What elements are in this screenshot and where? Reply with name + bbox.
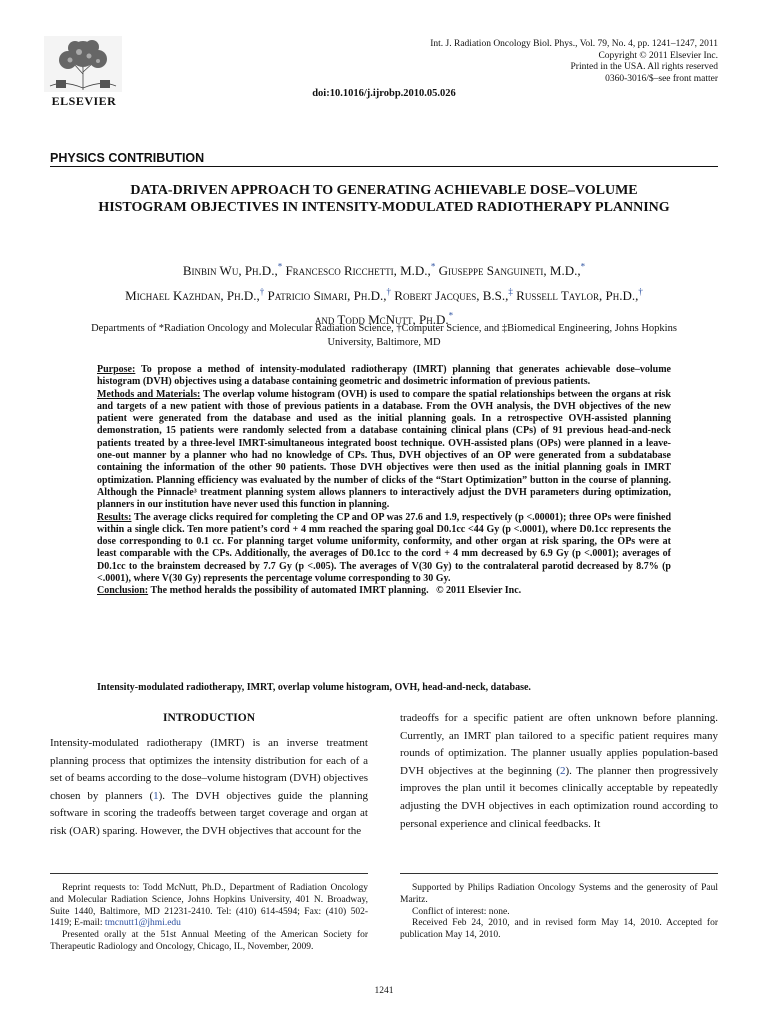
footnote-divider <box>50 873 368 874</box>
author-mark[interactable]: † <box>386 286 392 297</box>
article-title: DATA-DRIVEN APPROACH TO GENERATING ACHIEVABLE DOSE–VOLUME HISTOGRAM OBJECTIVES IN INTENSITY-MODULATED RADIOTHERAPY PLANNING <box>98 183 670 215</box>
author <box>125 288 264 303</box>
author-mark[interactable]: * <box>448 310 454 321</box>
section-label: PHYSICS CONTRIBUTION <box>50 151 205 165</box>
footnote-divider <box>400 873 718 874</box>
author-name: Patricio Simari, Ph.D., <box>267 287 387 303</box>
elsevier-tree-logo <box>44 36 122 92</box>
results-text: The average clicks required for completing the CP and OP was 27.6 and 1.9, respectively (p <.00001); three OPs were finished within a single click. Ten more patient’s cord + 4 mm reached the sparing goal D0.1cc <44 Gy (p <.0001), where D0.1cc represents the dose corresponding to 0.1 cc. For planning target volume uniformity, conformity, and other organ at risk sparing, the OPs were at least comparable with the CPs. Additionally, the averages of D0.1cc to the cord + 4 mm decreased by 6.9 Gy (p <.0001); averages of D0.1cc to the brainstem decreased by 7.7 Gy (p <.005). The averages of V(30 Gy) to the contralateral parotid decreased by 8.7% (p <.0001), where V(30 Gy) represents the percentage volume corresponding to 30 Gy. <box>97 511 672 585</box>
footnotes-right <box>400 883 718 942</box>
conflict-footnote: Conflict of interest: none. <box>412 906 510 917</box>
author-mark[interactable]: ‡ <box>508 286 513 297</box>
intro-text: Intensity-modulated radiotherapy (IMRT) is an inverse treatment planning process that optimizes the intensity distribution for each of a set of beams according to the dose–volume histogram (DVH) objectives chosen by planners ( <box>50 737 369 802</box>
author-mark[interactable]: † <box>638 286 643 297</box>
intro-text: tradeoffs for a specific patient are often unknown before planning. Currently, an IMRT plan tailored to a specific patient requires many rounds of optimization. The planner usually applies population-based DVH objectives at the beginning ( <box>400 712 718 777</box>
abstract-conclusion <box>97 585 671 597</box>
conclusion-label: Conclusion: <box>97 585 149 597</box>
abstract <box>97 364 671 598</box>
author <box>516 288 643 303</box>
citation-link[interactable]: 2 <box>559 764 566 777</box>
doi: doi:10.1016/j.ijrobp.2010.05.026 <box>312 88 456 99</box>
journal-line: Printed in the USA. All rights reserved <box>570 62 718 73</box>
abstract-results <box>97 512 671 586</box>
results-label: Results: <box>97 511 132 523</box>
author-list <box>50 257 718 330</box>
intro-paragraph-right <box>400 710 718 833</box>
email-link[interactable]: tmcnutt1@jhmi.edu <box>104 918 181 929</box>
author-name: Russell Taylor, Ph.D., <box>516 287 639 303</box>
author <box>285 263 435 278</box>
author-name: Binbin Wu, Ph.D., <box>182 263 278 279</box>
keywords: Intensity-modulated radiotherapy, IMRT, overlap volume histogram, OVH, head-and-neck, database. <box>97 682 531 693</box>
journal-citation <box>298 39 718 85</box>
author <box>439 263 586 278</box>
reprint-text: Reprint requests to: Todd McNutt, Ph.D., Department of Radiation Oncology and Molecular Radiation Science, Johns Hopkins University, 401 N. Broadway, Suite 1440, Baltimore, MD 21231-2410. Tel: (410) 614-4594; Fax: (410) 502-1419; E-mail: <box>50 883 368 929</box>
received-footnote: Received Feb 24, 2010, and in revised form May 14, 2010. Accepted for publication May 14, 2010. <box>400 918 718 941</box>
journal-line: Int. J. Radiation Oncology Biol. Phys., Vol. 79, No. 4, pp. 1241–1247, 2011 <box>430 39 718 49</box>
section-divider <box>50 166 718 167</box>
purpose-text: To propose a method of intensity-modulated radiotherapy (IMRT) planning that generates achievable dose–volume histogram (DVH) objectives using a database containing geometric and dosimetric information of previous patients. <box>97 364 671 388</box>
purpose-label: Purpose: <box>97 364 136 375</box>
author-mark[interactable]: * <box>430 262 436 272</box>
page-number: 1241 <box>374 986 394 996</box>
author-mark[interactable]: * <box>277 262 283 272</box>
author <box>394 288 513 303</box>
abstract-copyright: © 2011 Elsevier Inc. <box>436 585 522 597</box>
publisher-name: ELSEVIER <box>51 94 117 108</box>
intro-paragraph-left <box>50 735 368 841</box>
author-mark[interactable]: † <box>259 286 265 297</box>
footnotes-left <box>50 883 368 954</box>
journal-line: 0360-3016/$–see front matter <box>605 73 718 84</box>
intro-text: ). The planner then progressively improves the plan until it becomes clinically acceptable by repeatedly adjusting the DVH objectives in each optimization round according to personal experience and clinical feedbacks. It <box>400 764 718 830</box>
author-name: Francesco Ricchetti, M.D., <box>285 263 431 279</box>
author-name: Michael Kazhdan, Ph.D., <box>125 287 260 303</box>
abstract-methods <box>97 389 671 512</box>
reprint-footnote <box>50 883 368 930</box>
author-name: Robert Jacques, B.S., <box>394 287 509 303</box>
section-heading: INTRODUCTION <box>162 712 255 724</box>
methods-text: The overlap volume histogram (OVH) is used to compare the spatial relationships between the organs at risk and targets of a new patient with those of previous patients in a database. From the OVH analysis, the DVH objectives of the new patient were generated from the database and used as the initial planning goals. In a retrospective OVH-assisted planning demonstration, 15 patients were randomly selected from a database containing clinical plans (CPs) of 91 previous head-and-neck patients treated by a three-level IMRT-simultaneous integrated boost technique. OVH-assisted plans (OPs) were planned in a leave-one-out manner by a planner who had no knowledge of CPs. Thus, DVH objectives of an OP were generated from a subdatabase containing the information of the other 90 patients. Those DVH objectives were then used as the initial planning goals in IMRT optimization. Planning efficiency was evaluated by the number of clicks of the “Start Optimization” button in the course of planning. Although the Pinnacle³ treatment planning system allows planners to interactively adjust the DVH parameters during optimization, planners in our institution have never used this function in planning. <box>97 388 671 511</box>
affiliations: Departments of *Radiation Oncology and Molecular Radiation Science, †Computer Science, and ‡Biomedical Engineering, Johns Hopkins University, Baltimore, MD <box>91 323 677 348</box>
author-name: Giuseppe Sanguineti, M.D., <box>438 263 581 279</box>
author-mark[interactable]: * <box>580 262 586 272</box>
intro-text: ). The DVH objectives guide the planning software in scoring the tradeoffs between target coverage and organ at risk (OAR) sparing. However, the DVH objectives that account for the <box>50 789 368 837</box>
conclusion-text: The method heralds the possibility of automated IMRT planning. <box>150 585 429 597</box>
journal-line: Copyright © 2011 Elsevier Inc. <box>598 50 718 61</box>
author <box>183 263 282 278</box>
citation-link[interactable]: 1 <box>153 789 159 802</box>
author <box>267 288 391 303</box>
presented-footnote: Presented orally at the 51st Annual Meeting of the American Society for Therapeutic Radiology and Oncology, Chicago, IL, November, 2009. <box>50 930 368 952</box>
author-name: and Todd McNutt, Ph.D. <box>314 311 449 327</box>
methods-label: Methods and Materials: <box>97 388 201 400</box>
abstract-purpose <box>97 364 671 389</box>
support-footnote: Supported by Philips Radiation Oncology Systems and the generosity of Paul Maritz. <box>400 883 718 905</box>
